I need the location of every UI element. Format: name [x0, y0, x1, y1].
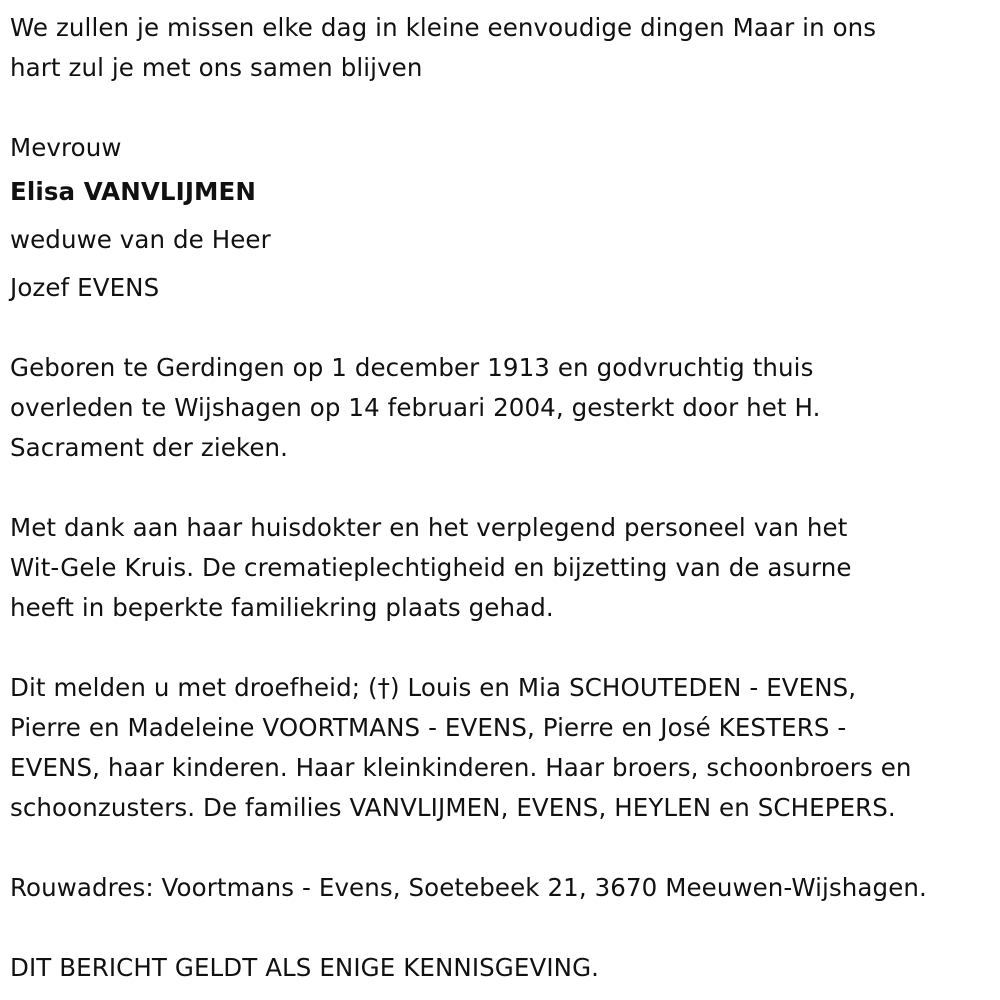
paragraph-spacer [10, 828, 995, 868]
thanks-paragraph [10, 508, 995, 628]
deceased-title: Mevrouw [10, 133, 122, 162]
thanks-line: Wit-Gele Kruis. De crematieplechtigheid en bijzetting van de asurne [10, 553, 852, 582]
paragraph-spacer [10, 908, 995, 948]
birth-death-paragraph [10, 348, 995, 468]
birth-death-line: overleden te Wijshagen op 14 februari 2004, gesterkt door het H. [10, 393, 821, 422]
address-paragraph [10, 868, 995, 908]
family-line: EVENS, haar kinderen. Haar kleinkinderen. Haar broers, schoonbroers en [10, 753, 912, 782]
quote-paragraph [10, 8, 995, 88]
quote-line: We zullen je missen elke dag in kleine eenvoudige dingen Maar in ons [10, 13, 877, 42]
deceased-block [10, 128, 995, 312]
quote-line: hart zul je met ons samen blijven [10, 53, 423, 82]
paragraph-spacer [10, 628, 995, 668]
deceased-spouse: Jozef EVENS [10, 273, 160, 302]
notice-paragraph [10, 948, 995, 988]
family-line: Dit melden u met droefheid; (†) Louis en Mia SCHOUTEDEN - EVENS, [10, 673, 857, 702]
paragraph-spacer [10, 468, 995, 508]
family-line: Pierre en Madeleine VOORTMANS - EVENS, Pierre en José KESTERS - [10, 713, 847, 742]
deceased-relation: weduwe van de Heer [10, 225, 271, 254]
birth-death-line: Geboren te Gerdingen op 1 december 1913 en godvruchtig thuis [10, 353, 814, 382]
birth-death-line: Sacrament der zieken. [10, 433, 289, 462]
obituary-document [10, 8, 995, 988]
address-line: Rouwadres: Voortmans - Evens, Soetebeek 21, 3670 Meeuwen-Wijshagen. [10, 873, 927, 902]
paragraph-spacer [10, 88, 995, 128]
paragraph-spacer [10, 312, 995, 348]
thanks-line: Met dank aan haar huisdokter en het verplegend personeel van het [10, 513, 848, 542]
family-line: schoonzusters. De families VANVLIJMEN, EVENS, HEYLEN en SCHEPERS. [10, 793, 896, 822]
thanks-line: heeft in beperkte familiekring plaats gehad. [10, 593, 554, 622]
notice-line: DIT BERICHT GELDT ALS ENIGE KENNISGEVING. [10, 953, 600, 982]
deceased-name: Elisa VANVLIJMEN [10, 177, 256, 206]
family-paragraph [10, 668, 995, 828]
